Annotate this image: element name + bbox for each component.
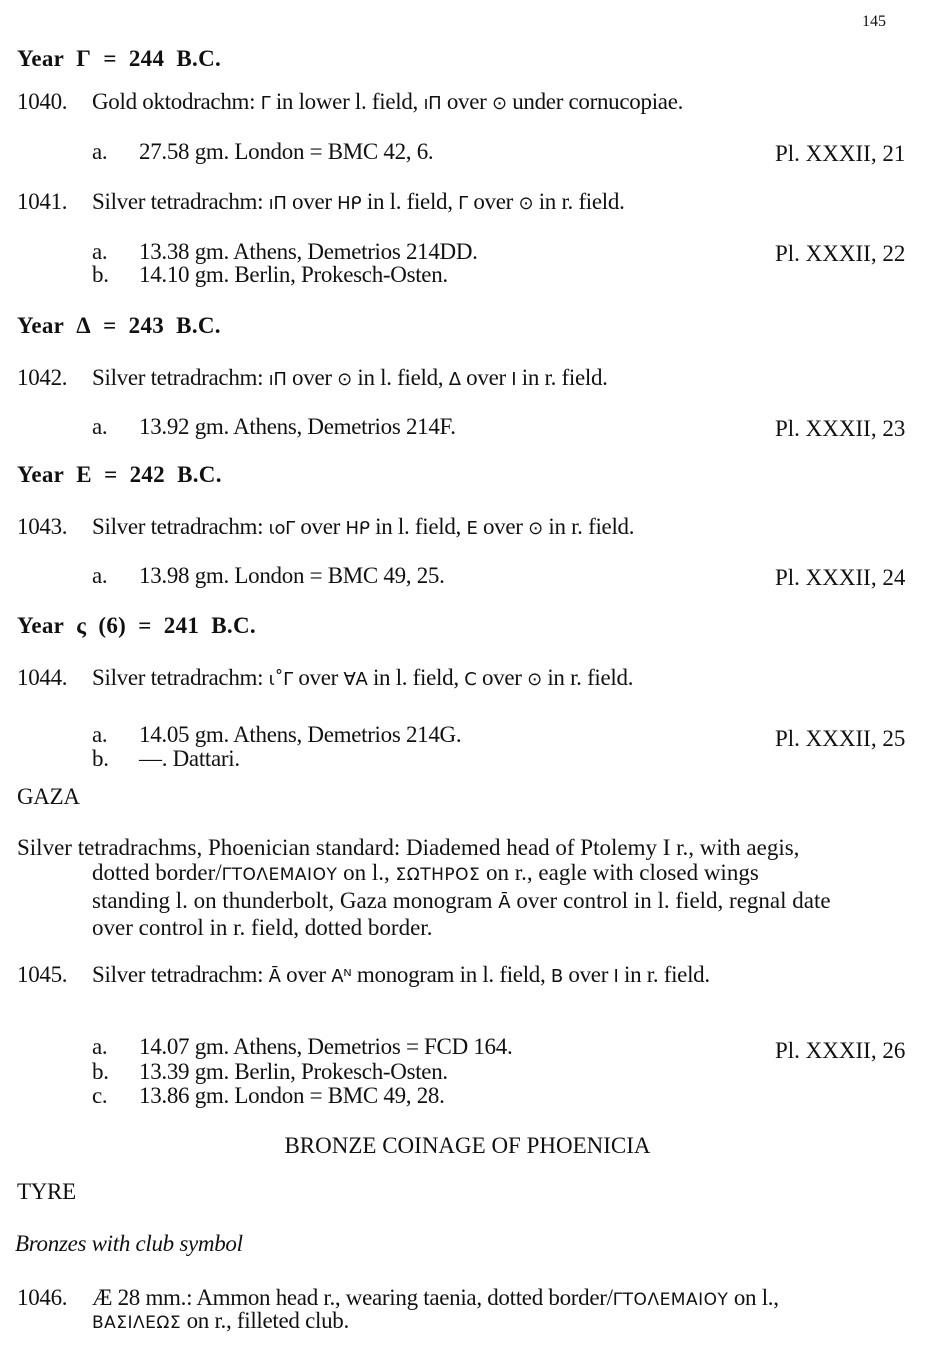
year-heading-242	[17, 462, 222, 488]
specimen-1043-a	[92, 563, 445, 589]
specimen-text: 14.07 gm. Athens, Demetrios = FCD 164.	[139, 1034, 513, 1059]
text: over	[286, 189, 338, 214]
specimen-text: 14.10 gm. Berlin, Prokesch-Osten.	[139, 262, 448, 287]
specimen-letter: c.	[92, 1083, 108, 1108]
text: over control in l. field, regnal date	[510, 888, 831, 913]
text: in r. field.	[541, 665, 634, 690]
text: in r. field.	[516, 365, 608, 390]
page-number: 145	[862, 13, 886, 30]
year-heading-243	[17, 313, 221, 339]
specimen-text: —. Dattari.	[139, 746, 240, 771]
text: in r. field.	[542, 514, 635, 539]
year-letter: Γ	[76, 46, 92, 71]
entry-description-1044	[92, 665, 633, 693]
text: over	[280, 962, 332, 987]
entry-number-1045: 1045.	[17, 962, 68, 987]
subheading-club-symbol: Bronzes with club symbol	[15, 1231, 243, 1256]
text: in r. field.	[533, 189, 625, 214]
specimen-letter: b.	[92, 262, 109, 287]
gaza-intro	[17, 835, 831, 940]
text: over	[286, 365, 338, 390]
text: in r. field.	[618, 962, 710, 987]
symbol-epsilon: E	[466, 518, 478, 539]
specimen-letter: b.	[92, 1059, 109, 1084]
text: Æ 28 mm.: Ammon head r., wearing taenia, dotted border/	[92, 1285, 613, 1310]
text: Silver tetradrachm:	[92, 514, 269, 539]
year-letter: E	[76, 462, 92, 487]
text: over	[460, 365, 512, 390]
year-heading-244	[17, 46, 221, 72]
year-value: 242	[129, 462, 165, 487]
text: in l. field,	[369, 514, 467, 539]
monogram-symbol: ıΠ	[423, 93, 442, 114]
year-value: 243	[128, 313, 165, 338]
plate-ref: Pl. XXXII, 21	[775, 141, 906, 166]
entry-number-1042: 1042.	[17, 365, 68, 390]
year-era: B.C.	[176, 313, 221, 338]
specimen-1044-a	[92, 722, 461, 748]
text: in l. field,	[351, 365, 449, 390]
entry-number-1041: 1041.	[17, 189, 68, 214]
monogram-symbol: Hᑭ	[345, 518, 370, 539]
text: over	[476, 665, 528, 690]
specimen-letter: a.	[92, 139, 108, 164]
year-label: Year	[17, 46, 65, 71]
equals: =	[138, 613, 152, 638]
equals: =	[103, 313, 117, 338]
text: monogram in l. field,	[351, 962, 551, 987]
monogram-symbol: Hᑭ	[337, 193, 362, 214]
specimen-1045-b	[92, 1059, 448, 1085]
circle-dot-symbol: ⊙	[528, 518, 543, 539]
specimen-1044-b	[92, 746, 240, 772]
year-era: B.C.	[211, 613, 256, 638]
year-value: 241	[163, 613, 200, 638]
entry-number-1044: 1044.	[17, 665, 68, 690]
monogram-symbol: Ā	[498, 892, 511, 913]
specimen-text: 14.05 gm. Athens, Demetrios 214G.	[139, 722, 462, 747]
specimen-text: 27.58 gm. London = BMC 42, 6.	[139, 139, 434, 164]
symbol-iota: Ι	[613, 966, 619, 987]
equals: =	[104, 462, 118, 487]
intro-line: Silver tetradrachms, Phoenician standard: Diademed head of Ptolemy I r., with aegis,	[17, 835, 800, 860]
text: Silver tetradrachm:	[92, 189, 269, 214]
plate-ref: Pl. XXXII, 26	[775, 1038, 906, 1063]
section-heading-bronze: BRONZE COINAGE OF PHOENICIA	[284, 1133, 651, 1158]
specimen-letter: a.	[92, 1034, 108, 1059]
section-heading-gaza: GAZA	[17, 784, 80, 809]
section-heading-tyre: TYRE	[17, 1179, 76, 1204]
entry-description-1046-cont	[92, 1308, 349, 1336]
year-label: Year	[17, 313, 65, 338]
text: on r., eagle with closed wings	[480, 860, 759, 885]
monogram-symbol: ıΠ	[268, 369, 287, 390]
specimen-1042-a	[92, 414, 456, 440]
monogram-symbol: Aᴺ	[331, 966, 352, 987]
circle-dot-symbol: ⊙	[491, 93, 507, 114]
greek-legend: ΓΤΟΛΕΜΑΙΟΥ	[612, 1290, 729, 1310]
text: Silver tetradrachm:	[92, 365, 269, 390]
text: on l.,	[337, 860, 396, 885]
text: dotted border/	[92, 860, 222, 885]
symbol-lunate-sigma: C	[464, 669, 477, 690]
text: over	[292, 665, 344, 690]
entry-number-1040: 1040.	[17, 89, 68, 114]
symbol-beta: B	[550, 966, 563, 987]
specimen-1041-b	[92, 262, 448, 288]
equals: =	[103, 46, 117, 71]
circle-dot-symbol: ⊙	[337, 369, 352, 390]
text: over	[477, 514, 529, 539]
year-era: B.C.	[176, 46, 222, 71]
specimen-1040-a	[92, 139, 433, 165]
specimen-text: 13.39 gm. Berlin, Prokesch-Osten.	[139, 1059, 448, 1084]
monogram-symbol: ι˚Γ	[268, 669, 293, 690]
specimen-letter: a.	[92, 722, 108, 747]
greek-legend: ΒΑΣΙΛΕΩΣ	[92, 1313, 182, 1333]
year-label: Year	[17, 462, 65, 487]
text: under cornucopiae.	[506, 89, 684, 114]
specimen-text: 13.98 gm. London = BMC 49, 25.	[139, 563, 445, 588]
entry-description-1042	[92, 365, 608, 393]
specimen-1045-a	[92, 1034, 512, 1060]
symbol-iota: Ι	[511, 369, 517, 390]
specimen-text: 13.86 gm. London = BMC 49, 28.	[139, 1083, 445, 1108]
plate-ref: Pl. XXXII, 24	[775, 565, 906, 590]
year-letter: ς	[76, 613, 87, 638]
symbol-delta: Δ	[448, 369, 461, 390]
specimen-letter: a.	[92, 563, 108, 588]
entry-description-1045	[92, 962, 710, 990]
monogram-symbol: Ā	[268, 966, 281, 987]
plate-ref: Pl. XXXII, 23	[775, 416, 906, 441]
monogram-symbol: ιοΓ	[268, 518, 295, 539]
intro-line	[17, 888, 831, 915]
year-heading-241	[17, 613, 256, 639]
text: in l. field,	[361, 189, 459, 214]
entry-description-1043	[92, 514, 634, 542]
text: in lower l. field,	[270, 89, 424, 114]
text: over	[294, 514, 346, 539]
plate-ref: Pl. XXXII, 22	[775, 241, 906, 266]
year-era: B.C.	[177, 462, 222, 487]
specimen-letter: b.	[92, 746, 109, 771]
year-letter: Δ	[76, 313, 92, 338]
year-value: 244	[128, 46, 165, 71]
text: standing l. on thunderbolt, Gaza monogram	[92, 888, 499, 913]
text: on r., filleted club.	[181, 1308, 349, 1333]
text: Gold oktodrachm:	[92, 89, 261, 114]
symbol-gamma: Γ	[260, 93, 271, 114]
monogram-symbol: ⱯA	[343, 669, 368, 690]
entry-description-1040	[92, 89, 683, 117]
entry-number-1043: 1043.	[17, 514, 68, 539]
text: over	[441, 89, 492, 114]
plate-ref: Pl. XXXII, 25	[775, 726, 906, 751]
specimen-text: 13.38 gm. Athens, Demetrios 214DD.	[139, 239, 478, 264]
monogram-symbol: ıΠ	[268, 193, 287, 214]
text: Silver tetradrachm:	[92, 665, 269, 690]
greek-legend: ΣΩΤΗΡΟΣ	[395, 865, 481, 885]
specimen-letter: a.	[92, 239, 108, 264]
entry-number-1046: 1046.	[17, 1285, 68, 1310]
text: in l. field,	[367, 665, 465, 690]
year-label: Year	[17, 613, 65, 638]
circle-dot-symbol: ⊙	[518, 193, 534, 214]
entry-description-1041	[92, 189, 625, 217]
specimen-1045-c	[92, 1083, 445, 1109]
intro-line: over control in r. field, dotted border.	[92, 915, 433, 940]
year-numeral: (6)	[98, 613, 127, 638]
intro-line	[17, 860, 831, 888]
text: over	[562, 962, 614, 987]
text: over	[467, 189, 519, 214]
greek-legend: ΓΤΟΛΕΜΑΙΟΥ	[221, 865, 338, 885]
specimen-text: 13.92 gm. Athens, Demetrios 214F.	[139, 414, 456, 439]
symbol-gamma: Γ	[458, 193, 468, 214]
circle-dot-symbol: ⊙	[527, 669, 542, 690]
text: Silver tetradrachm:	[92, 962, 269, 987]
specimen-letter: a.	[92, 414, 108, 439]
text: on l.,	[728, 1285, 779, 1310]
